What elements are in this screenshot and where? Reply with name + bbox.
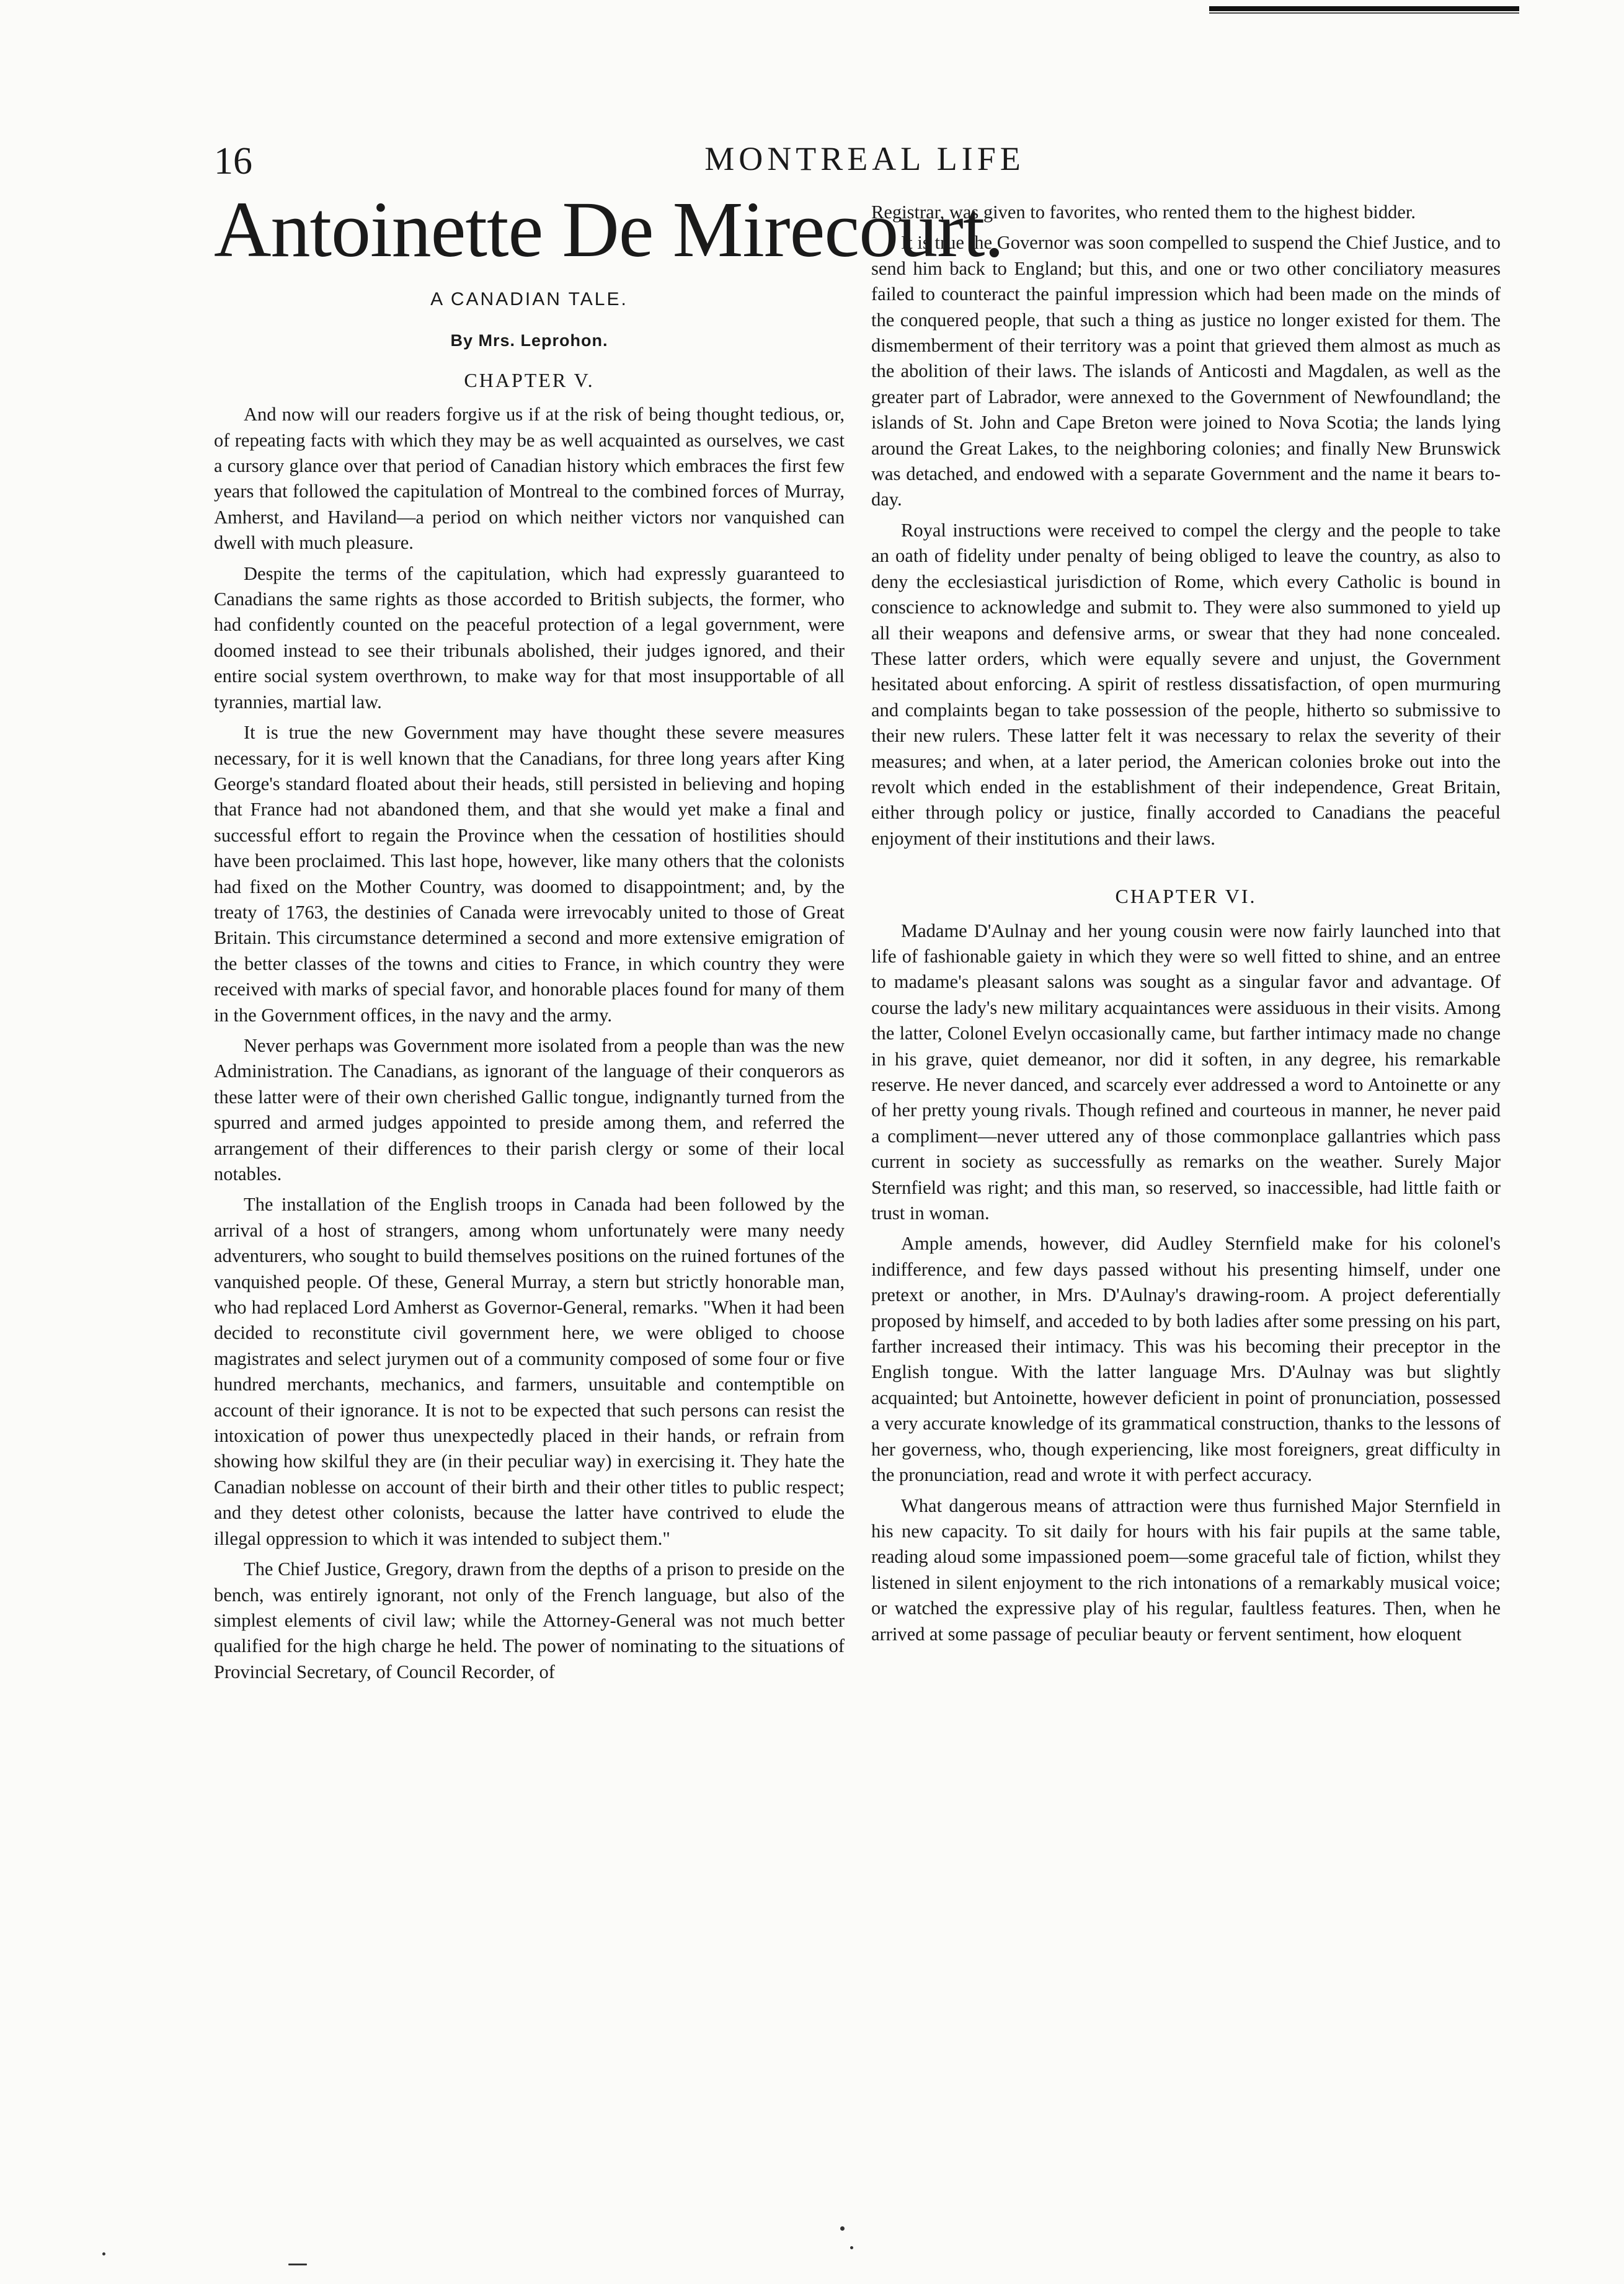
paragraph: The installation of the English troops in Canada had been followed by the arrival of a host of strangers, among whom unfortunately were many needy adventurers, who sought to build themselves positions on the ruined fortunes of the vanquished people. Of these, General Murray, a stern but strictly honorable man, who had replaced Lord Amherst as Governor-General, remarks. "When it had been decided to reconstitute civil government here, we were obliged to choose magistrates and select jurymen out of a community composed of some four or five hundred merchants, mechanics, and farmers, unsuitable and contemptible on account of their ignorance. It is not to be expected that such persons can resist the intoxication of power thus unexpectedly placed in their hands, or refrain from showing how skilful they are (in their peculiar way) in exercising it. They hate the Canadian noblesse on account of their birth and their other titles to public respect; and they detest other colonists, because the latter have contrived to elude the illegal oppression to which it was intended to subject them." — [214, 1194, 845, 1549]
paragraph: The Chief Justice, Gregory, drawn from the depths of a prison to preside on the bench, was entirely ignorant, not only of the French language, but also of the simplest elements of civil law; while the Attorney-General was not much better qualified for the high charge he held. The power of nominating to the situations of Provincial Secretary, of Council Recorder, of — [214, 1558, 845, 1682]
print-speck — [840, 2226, 845, 2231]
paragraph: Despite the terms of the capitulation, which had expressly guaranteed to Canadians the same rights as those accorded to British subjects, the former, who had confidently counted on the peaceful protection of a legal government, were doomed instead to see their tribunals abolished, their judges ignored, and their entire social system overthrown, to make way for that most insupportable of all tyrannies, martial law. — [214, 562, 845, 713]
paragraph: Royal instructions were received to compel the clergy and the people to take an oath of fidelity under penalty of being obliged to leave the country, as also to deny the ecclesiastical jurisdiction of Rome, which every Catholic is bound in conscience to acknowledge and submit to. They were also summoned to yield up all their weapons and defensive arms, or swear that they had none concealed. These latter orders, which were equally severe and unjust, the Government hesitated about enforcing. A spirit of restless dissatisfaction, of open murmuring and complaints began to take possession of the people, hitherto so submissive to their new rulers. These latter felt it was necessary to relax the severity of their measures; and when, at a later period, the American colonies broke out into the revolt which ended in the establishment of their independence, Great Britain, either through policy or justice, finally accorded to Canadians the peaceful enjoyment of their institutions and their laws. — [871, 519, 1501, 849]
top-border-rule — [1209, 6, 1519, 11]
paragraph: It is true the Governor was soon compelled to suspend the Chief Justice, and to send him back to England; but this, and one or two other conciliatory measures failed to counteract the painful impression which had been made on the minds of the conquered people, that such a thing as justice no longer existed for them. The dismemberment of their territory was a point that grieved them almost as much as the abolition of their laws. The islands of Anticosti and Magdalen, as well as the greater part of Labrador, were annexed to the Government of Newfoundland; the islands of St. John and Cape Breton were joined to Nova Scotia; the lands lying around the Great Lakes, to the neighboring colonies; and finally New Brunswick was detached, and endowed with a separate Government and the name it bears to-day. — [871, 232, 1501, 510]
page-number: 16 — [214, 140, 252, 182]
running-title: MONTREAL LIFE — [704, 140, 1025, 177]
print-speck — [288, 2264, 307, 2265]
story-title: Antoinette De Mirecourt. — [214, 185, 1004, 273]
top-border-rule-thin — [1209, 12, 1519, 14]
paragraph: Never perhaps was Government more isolated from a people than was the new Administration. The Canadians, as ignorant of the language of their conquerors as these latter were of their own cherished Gallic tongue, indignantly turned from the spurred and armed judges appointed to preside among them, and referred the arrangement of their differences to their parish clergy or some of their local notables. — [214, 1034, 845, 1184]
print-speck — [102, 2252, 105, 2255]
chapter-heading: CHAPTER VI. — [1115, 885, 1257, 908]
story-subtitle: A CANADIAN TALE. — [430, 289, 628, 309]
paragraph: Ample amends, however, did Audley Sternfield make for his colonel's indifference, and few days passed without his presenting himself, under one pretext or another, in Mrs. D'Aulnay's drawing-room. A project deferentially proposed by himself, and acceded to by both ladies after some pressing on his part, farther increased their intimacy. This was his becoming their preceptor in the English tongue. With the latter language Mrs. D'Aulnay was but slightly acquainted; but Antoinette, however deficient in point of pronunciation, possessed a very accurate knowledge of its grammatical construction, thanks to the lessons of her governess, who, though experiencing, like most foreigners, great difficulty in the pronunciation, read and wrote it with perfect accuracy. — [871, 1233, 1501, 1486]
print-speck — [850, 2246, 853, 2249]
left-column — [214, 185, 1004, 1690]
right-column — [871, 200, 1501, 1652]
paragraph: Madame D'Aulnay and her young cousin were now fairly launched into that life of fashionable gaiety in which they were so well fitted to shine, and an entree to madame's pleasant salons was sought as a singular favor and advantage. Of course the lady's new military acquaintances were assiduous in their visits. Among the latter, Colonel Evelyn occasionally came, but farther intimacy made no change in his grave, quiet demeanor, nor did it soften, in any degree, his remarkable reserve. He never danced, and scarcely ever addressed a word to Antoinette or any of her pretty young rivals. Though refined and courteous in manner, he never paid a compliment—never uttered any of those commonplace gallantries which pass current in society as successfully as remarks on the weather. Surely Major Sternfield was right; and this man, so reserved, so inaccessible, had little faith or trust in woman. — [871, 920, 1501, 1224]
chapter-heading: CHAPTER V. — [464, 368, 595, 391]
paragraph: What dangerous means of attraction were thus furnished Major Sternfield in his new capacity. To sit daily for hours with his fair pupils at the same table, reading aloud some impassioned poem—some graceful tale of fiction, whilst they listened in silent enjoyment to the rich intonations of a remarkably musical voice; or watched the expressive play of his regular, faultless features. Then, when he arrived at some passage of peculiar beauty or fervent sentiment, how eloquent — [871, 1495, 1501, 1645]
paragraph: It is true the new Government may have thought these severe measures necessary, for it is well known that the Canadians, for three long years after King George's standard floated about their heads, still persisted in believing and hoping that France had not abandoned them, and that she would yet make a final and successful effort to regain the Province when the cessation of hostilities should have been proclaimed. This last hope, however, like many others that the colonists had fixed on the Mother Country, was doomed to disappointment; and, by the treaty of 1763, the destinies of Canada were irrevocably united to those of Great Britain. This circumstance determined a second and more extensive emigration of the better classes of the towns and cities to France, in which country they were received with marks of special favor, and honorable places found for many of them in the Government offices, in the navy and the army. — [214, 722, 845, 1026]
paragraph-continued: Registrar, was given to favorites, who rented them to the highest bidder. — [871, 202, 1416, 223]
paragraph: And now will our readers forgive us if at the risk of being thought tedious, or, of repeating facts with which they may be as well acquainted as ourselves, we cast a cursory glance over that period of Canadian history which embraces the first few years that followed the capitulation of Montreal to the combined forces of Murray, Amherst, and Haviland—a period on which neither victors nor vanquished can dwell with much pleasure. — [214, 404, 845, 554]
story-byline: By Mrs. Leprohon. — [450, 331, 608, 350]
page-header — [214, 140, 1515, 183]
